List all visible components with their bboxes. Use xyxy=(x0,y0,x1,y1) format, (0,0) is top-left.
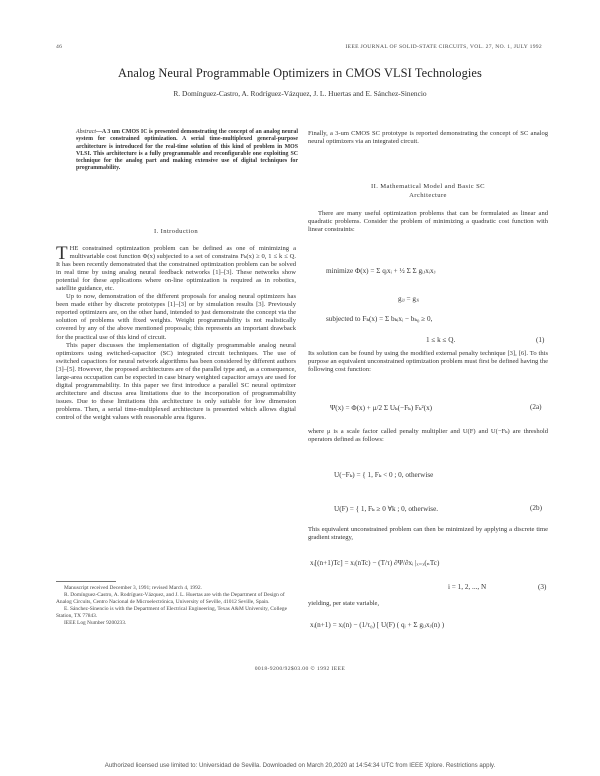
footnote-rule xyxy=(56,581,116,582)
license-notice: Authorized licensed use limited to: Universidad de Sevilla. Downloaded on March 20,2020 at 14:54:34 UTC from IEEE Xplore. Restrictions apply. xyxy=(104,762,496,769)
intro-p1-text: HE constrained optimization problem can be defined as one of minimizing a multivariable cost function Φ(x) subjected to a set of constrains Fₖ(x) ≥ 0, 1 ≤ k ≤ Q. It has been recently demonstrated that the constrained optimization problem can be solved in real time by using analog neural feedback networks [1]–[3]. These networks show potential for these applications where on-line optimization is required as in robotics, satellite guidance, etc. xyxy=(56,245,296,293)
model-paragraph-3: where μ is a scale factor called penalty multiplier and U(F) and U(−Fₖ) are threshold operators defined as follows: xyxy=(308,428,548,444)
equation-3-index: i = 1, 2, ..., N xyxy=(448,583,487,591)
running-header: IEEE JOURNAL OF SOLID-STATE CIRCUITS, VOL. 27, NO. 1, JULY 1992 xyxy=(345,44,542,50)
equation-1-number: (1) xyxy=(536,336,545,344)
equation-1d: 1 ≤ k ≤ Q. xyxy=(426,336,456,344)
footnotes xyxy=(56,585,296,626)
model-paragraph-1: There are many useful optimization problems that can be formulated as linear and quadratic problems. Consider the problem of minimizing a quadratic cost function with linear constraints: xyxy=(308,210,548,234)
drop-cap: T xyxy=(56,243,68,264)
intro-body xyxy=(56,245,296,422)
paper-title: Analog Neural Programmable Optimizers in CMOS VLSI Technologies xyxy=(118,66,482,80)
section-heading-line-2: Architecture xyxy=(409,192,447,199)
model-paragraph-5: yielding, per state variable, xyxy=(308,600,380,607)
intro-paragraph-2: Up to now, demonstration of the different proposals for analog neural optimizers has been made either by discrete prototypes [1]–[3] or by simulation results [3]. Previously reported optimizers are, on the other hand, intended to just demonstrate the concept via the solution of problems with fixed weights. Weight programmability is not realistically covered by any of the above mentioned proposals; this represents an important drawback for the practical use of this kind of circuit. xyxy=(56,293,296,341)
equation-3: xᵢ[(n+1)Tc] = xᵢ(nTc) − (T/τ) ∂Ψ/∂xᵢ |ₓ₌ₓ(ₙTc) xyxy=(310,559,440,567)
copyright-line: 0018-9200/92$03.00 © 1992 IEEE xyxy=(254,666,346,672)
section-heading-line-1: II. Mathematical Model and Basic SC xyxy=(371,183,485,190)
equation-2b-number: (2b) xyxy=(530,504,542,512)
footnote-log: IEEE Log Number 9200233. xyxy=(64,619,127,626)
equation-2a-number: (2a) xyxy=(530,403,542,411)
equation-4: xᵢ(n+1) = xᵢ(n) − (1/τ₀) [ U(F) ( qᵢ + Σ gᵢⱼxⱼ(n) ) xyxy=(310,621,445,629)
abstract-label: Abstract xyxy=(76,129,96,135)
equation-1: minimize Φ(x) = Σ qᵢxᵢ + ½ Σ Σ gᵢⱼxᵢxⱼ xyxy=(326,267,436,275)
equation-2b-line-2: U(F) = { 1, Fₖ ≥ 0 ∀k ; 0, otherwise. xyxy=(334,505,439,513)
equation-1b: gᵢⱼ = gⱼᵢ xyxy=(398,295,419,303)
intro-paragraph-3: This paper discusses the implementation of digitally programmable analog neural optimizers using switched-capacitor (SC) integrated circuit techniques. The use of switched capacitors for neural network algorithms has been considered by different authors [3]–[5]. However, the proposed architectures are of the parallel type and, as a consequence, large-area occupation can be expected in case binary weighted capacitor arrays are used for digital programmability. In this paper we first introduce a parallel SC neural optimizer architecture and discuss area limitations due to the incorporation of programmability issues. Due to these limitations this architecture is only suitable for low dimension problems. Then, a serial time-multiplexed architecture is presented which allows digital control of the weight values with reasonable area figures. xyxy=(56,341,296,421)
footnote-received: Manuscript received December 3, 1991; revised March 4, 1992. xyxy=(64,585,202,591)
page-number: 46 xyxy=(56,44,63,50)
abstract-text: —A 3 um CMOS IC is presented demonstrating the concept of an analog neural system for constrained optimization. A serial time-multiplexed general-purpose architecture is introduced for the real-time solution of this kind of problem in MOS VLSI. This architecture is a fully programmable and reconfigurable one exploiting SC technique for the analog part and making extensive use of digital techniques for programmability. xyxy=(76,129,298,172)
abstract xyxy=(76,129,298,173)
model-paragraph-4: This equivalent unconstrained problem can then be minimized by applying a discrete time gradient strategy, xyxy=(308,526,548,542)
footnote-affil-1: R. Domínguez-Castro, A. Rodríguez-Vázquez, and J. L. Huertas are with the Department of Design of Analog Circuits, Centro Nacional de Microelectrónica, University of Seville, 41012 Seville, Spain. xyxy=(56,591,285,605)
section-heading-intro: I. Introduction xyxy=(153,228,199,235)
section-heading-model xyxy=(308,182,548,200)
equation-3-number: (3) xyxy=(538,583,547,591)
equation-2a: Ψ(x) = Φ(x) + μ/2 Σ Uₖ(−Fₖ) Fₖ²(x) xyxy=(330,404,433,412)
intro-paragraph-1 xyxy=(56,245,296,293)
footnote-affil-2: E. Sánchez-Sinencio is with the Department of Electrical Engineering, Texas A&M University, College Station, TX 77843. xyxy=(56,605,287,619)
equation-2b-line-1: U(−Fₖ) = { 1, Fₖ < 0 ; 0, otherwise xyxy=(334,471,434,479)
equation-1c: subjected to Fₖ(x) = Σ bₖᵢxᵢ − bₖ₀ ≥ 0, xyxy=(326,315,433,323)
author-list: R. Domínguez-Castro, A. Rodríguez-Vázquez, J. L. Huertas and E. Sánchez-Sinencio xyxy=(173,89,427,98)
intro-conclusion: Finally, a 3-um CMOS SC prototype is reported demonstrating the concept of SC analog neural optimizers via an integrated circuit. xyxy=(308,130,548,146)
model-paragraph-2: Its solution can be found by using the modified external penalty technique [3], [6]. To this purpose an equivalent unconstrained optimization problem must first be defined having the following cost function: xyxy=(308,350,548,374)
